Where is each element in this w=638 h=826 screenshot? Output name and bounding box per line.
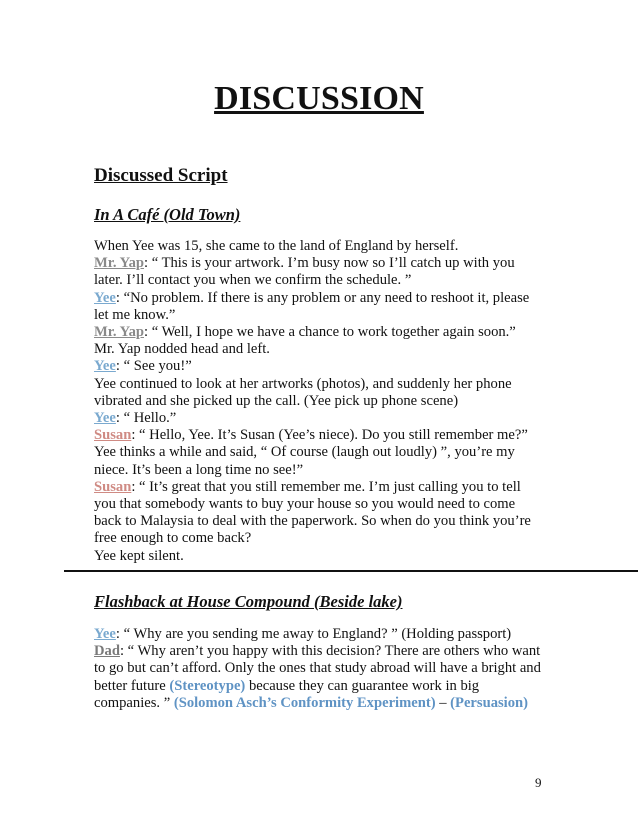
dialogue-text: let me know.” (94, 306, 176, 323)
script-line (94, 548, 554, 565)
speaker-yee: Yee (94, 358, 116, 375)
concept-tag: (Stereotype) (169, 677, 246, 694)
concept-tag: (Solomon Asch’s Conformity Experiment) (173, 694, 436, 711)
dialogue-text: : “ Hello.” (115, 410, 177, 427)
script-line (94, 643, 554, 660)
dialogue-text: : “ Why are you sending me away to England? ” (Holding passport) (115, 626, 512, 642)
speaker-mr-yap: Mr. Yap (94, 255, 145, 272)
dialogue-text: : “ Well, I hope we have a chance to work together again soon.” (144, 324, 516, 341)
speaker-susan: Susan (94, 478, 132, 495)
script-line (94, 341, 554, 358)
dialogue-text: : “ It’s great that you still remember me. I’m just calling you to tell (131, 478, 521, 495)
script-line (94, 496, 554, 513)
speaker-yee: Yee (94, 410, 116, 427)
section-divider (64, 570, 638, 572)
dialogue-text: Yee continued to look at her artworks (photos), and suddenly her phone (94, 375, 512, 392)
page-title: DISCUSSION (214, 80, 424, 117)
dialogue-text: : “ See you!” (115, 358, 192, 375)
script-line (94, 290, 554, 307)
dialogue-text: : “ Why aren’t you happy with this decision? There are others who want (119, 643, 541, 660)
script-line (94, 393, 554, 410)
script-line (94, 255, 554, 272)
script-line (94, 479, 554, 496)
speaker-dad: Dad (94, 643, 120, 660)
dialogue-text: : “ Hello, Yee. It’s Susan (Yee’s niece). Do you still remember me?” (131, 427, 528, 444)
section-heading: Discussed Script (94, 165, 228, 186)
script-line (94, 444, 554, 461)
dialogue-text: companies. ” (94, 694, 174, 711)
scene-flashback-script (94, 626, 554, 712)
dialogue-text: niece. It’s been a long time no see!” (94, 461, 304, 478)
script-line (94, 272, 554, 289)
dialogue-text: : “No problem. If there is any problem or any need to reshoot it, please (115, 289, 530, 306)
script-line (94, 513, 554, 530)
dialogue-text: back to Malaysia to deal with the paperwork. So when do you think you’re (94, 513, 531, 530)
dialogue-text: Mr. Yap nodded head and left. (94, 341, 270, 358)
script-line (94, 307, 554, 324)
dialogue-text: better future (94, 677, 170, 694)
concept-tag: (Persuasion) (450, 694, 529, 711)
dialogue-text: Yee thinks a while and said, “ Of course (laugh out loudly) ”, you’re my (94, 444, 515, 461)
dialogue-text: later. I’ll contact you when we confirm the schedule. ” (94, 272, 412, 289)
script-line (94, 410, 554, 427)
speaker-yee: Yee (94, 626, 116, 642)
script-line (94, 427, 554, 444)
script-line (94, 358, 554, 375)
script-line (94, 324, 554, 341)
script-line (94, 695, 554, 712)
speaker-susan: Susan (94, 427, 132, 444)
scene-heading-cafe: In A Café (Old Town) (94, 205, 241, 224)
page-number: 9 (535, 775, 542, 790)
dialogue-text: you that somebody wants to buy your house so you would need to come (94, 496, 516, 513)
dialogue-text: Yee kept silent. (94, 547, 184, 564)
dialogue-text: – (435, 694, 451, 711)
script-line (94, 678, 554, 695)
script-line (94, 626, 554, 643)
dialogue-text: When Yee was 15, she came to the land of England by herself. (94, 238, 459, 254)
script-line (94, 238, 554, 255)
dialogue-text: because they can guarantee work in big (245, 677, 480, 694)
speaker-mr-yap: Mr. Yap (94, 324, 145, 341)
scene-heading-flashback: Flashback at House Compound (Beside lake) (94, 592, 403, 611)
script-line (94, 462, 554, 479)
dialogue-text: vibrated and she picked up the call. (Yee pick up phone scene) (94, 392, 459, 409)
script-line (94, 376, 554, 393)
dialogue-text: : “ This is your artwork. I’m busy now so I’ll catch up with you (144, 255, 515, 272)
speaker-yee: Yee (94, 289, 116, 306)
script-line (94, 530, 554, 547)
script-line (94, 660, 554, 677)
dialogue-text: free enough to come back? (94, 530, 252, 547)
dialogue-text: to go but can’t afford. Only the ones that study abroad will have a bright and (94, 660, 541, 677)
scene-cafe-script (94, 238, 554, 565)
